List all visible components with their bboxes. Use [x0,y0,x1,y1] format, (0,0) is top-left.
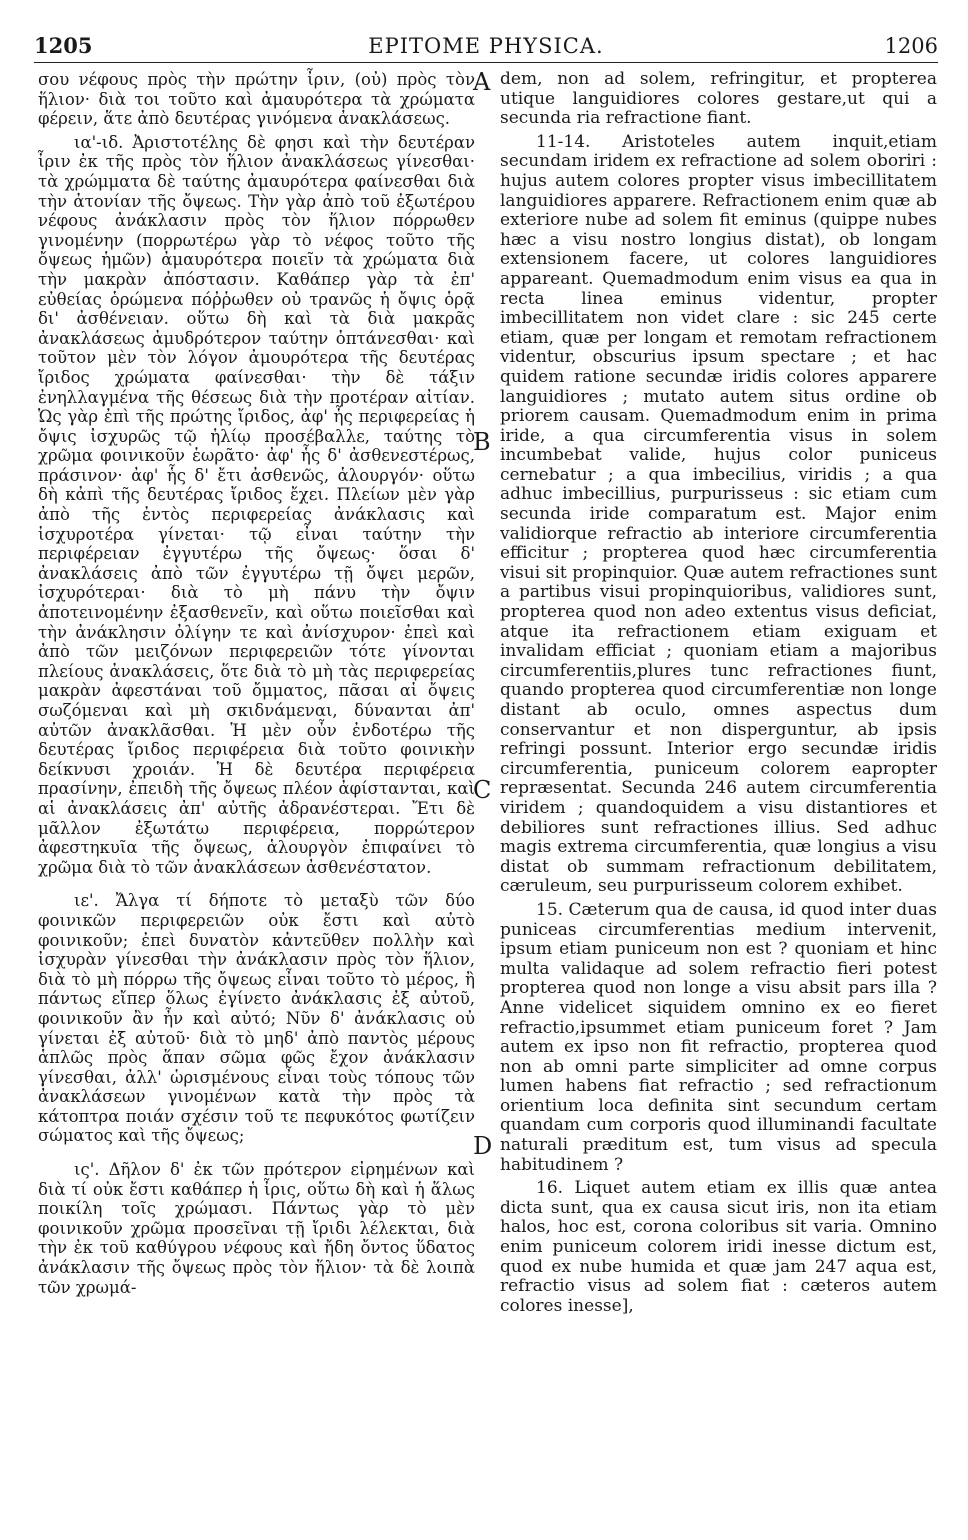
margin-marker-b: B [473,428,491,456]
latin-column [500,70,937,1316]
greek-paragraph-16: ις'. Δῆλον δ' ἐκ τῶν πρότερον εἰρημένων καὶ διὰ τί οὐκ ἔστι καθάπερ ἡ ἶρις, οὕτω δὴ καὶ ἡ ἅλως ποικίλη τοῖς χρώμασι. Πάντως γὰρ τὸ μὲν φοινικοῦν χρῶμα προσεῖναι τῇ ἴριδι λέλεκται, διὰ τὴν ἐκ τοῦ καθύγρου νέφους καὶ ἤδη ὄντος ὕδατος ἀνάκλασιν τῆς ὄψεως πρὸς τὸν ἥλιον· τὰ δὲ λοιπὰ τῶν χρωμά- [38,1160,475,1297]
latin-paragraph-16: 16. Liquet autem etiam ex illis quæ antea dicta sunt, qua ex causa sicut iris, non ita etiam halos, hoc est, corona coloribus sit varia. Omnino enim puniceum colorem iridi inesse dictum est, quod ex nube humida et quæ jam 247 aqua est, refractio visus ad solem fiat : cæteros autem colores inesse], [500,1178,937,1316]
page-number-right: 1206 [884,34,938,58]
greek-column [38,70,475,1297]
latin-paragraph-15: 15. Cæterum qua de causa, id quod inter duas puniceas circumferentias medium intervenit, ipsum etiam puniceum non est ? quoniam et hinc multa validaque ad solem refractio fieri potest propterea quod non longe a visu absit pars illa ? Anne videlicet siquidem omnino ex eo fieret refractio,ipsummet etiam puniceum foret ? Jam autem ex ipso non fit refractio, propterea quod non ab omni parte simpliciter ad omne corpus lumen habens fiat refractio ; sed refractionum orientium loca definita sint secundum certam quandam cum corporis quod illuminandi facultate naturali præditum est, tum visus ad specula habitudinem ? [500,899,937,1175]
margin-marker-d: D [473,1132,493,1160]
greek-paragraph-continuation: σου νέφους πρὸς τὴν πρώτην ἶριν, (οὐ) πρὸς τὸν ἥλιον· διὰ τοι τοῦτο καὶ ἀμαυρότερα τὰ χρώματα φέρειν, ἅτε ἀπὸ δευτέρας γινόμενα ἀνακλάσεως. [38,70,475,129]
greek-paragraph-15: ιε'. Ἄλγα τί δήποτε τὸ μεταξὺ τῶν δύο φοινικῶν περιφερειῶν οὐκ ἔστι καὶ αὐτὸ φοινικοῦν; ἐπεὶ δυνατὸν κἀντεῦθεν πολλὴν καὶ ἰσχυρὰν γίνεσθαι τὴν ἀνάκλασιν πρὸς τὸν ἥλιον, διὰ τὸ μὴ πόρρω τῆς ὄψεως εἶναι τοῦτο τὸ μέρος, ἢ πάντως εἴπερ ὅλως ἐγίνετο ἀνάκλασις ἐξ αὐτοῦ, φοινικοῦν ἂν ἦν καὶ αὐτό; Νῦν δ' ἀνάκλασις οὐ γίνεται ἐξ αὐτοῦ· διὰ τὸ μηδ' ἀπὸ παντὸς μέρους ἁπλῶς πρὸς ἅπαν σῶμα φῶς ἔχον ἀνάκλασιν γίνεσθαι, ἀλλ' ὡρισμένους εἶναι τοὺς τόπους τῶν ἀνακλάσεων γινομένων κατὰ τὴν πρὸς τὰ κάτοπτρα ποιάν σχέσιν τοῦ τε πεφυκότος φωτίζειν σώματος καὶ τῆς ὄψεως; [38,891,475,1146]
running-title: EPITOME PHYSICA. [368,34,604,58]
margin-marker-a: A [473,68,491,96]
margin-marker-c: C [473,776,492,804]
greek-paragraph-11-14: ια'-ιδ. Ἀριστοτέλης δὲ φησι καὶ τὴν δευτέραν ἶριν ἐκ τῆς πρὸς τὸν ἥλιον ἀνακλάσεως γίνεσθαι· τὰ χρώμματα δὲ ταύτης ἀμαυρότερα φαίνεσθαι διὰ τὴν ἀτονίαν τῆς ὄψεως. Τὴν γὰρ ἀπὸ τοῦ ἐξωτέρου νέφους ἀνάκλασιν πρὸς τὸν ἥλιον πόρρωθεν γινομένην (πορρωτέρω γὰρ τὸ νέφος τοῦτο τῆς ὄψεως ἡμῶν) ἀμαυρότερα ποιεῖν τὰ χρώματα διὰ τὴν μακρὰν ἀπόστασιν. Καθάπερ γὰρ τὰ ἐπ' εὐθείας ὁρώμενα πόῤῥωθεν οὐ τρανῶς ἡ ὄψις ὁρᾷ δι' ἀσθένειαν. οὕτω δὴ καὶ τὰ διὰ μακρᾶς ἀνακλάσεως ἀμυδρότερον ταύτην ὀπτάνεσθαι· καὶ τοῦτον μὲν τὸν λόγον ἀμουρότερα τῆς δευτέρας ἴριδος χρώματα φαίνεσθαι· τὴν δὲ τάξιν ἐνηλλαγμένα τῆς θέσεως διὰ τὴν προτέραν αἰτίαν. Ὡς γὰρ ἐπὶ τῆς πρώτης ἴριδος, ἀφ' ἧς περιφερείας ἡ ὄψις ἰσχυρῶς τῷ ἡλίῳ προσέβαλλε, ταύτης τὸ χρῶμα φοινικοῦν ἑωρᾶτο· ἀφ' ἧς δ' ἀσθενεστέρως, πράσινον· ἀφ' ἧς δ' ἔτι ἀσθενῶς, ἁλουργόν· οὕτω δὴ κἀπὶ τῆς δευτέρας ἴριδος ἔχει. Πλείων μὲν γὰρ ἀπὸ τῆς ἐντὸς περιφερείας ἀνάκλασις καὶ ἰσχυροτέρα γίνεται· τῷ εἶναι ταύτην τὴν περιφέρειαν ἐγγυτέρω τῆς ὄψεως· ὅσαι δ' ἀνακλάσεις ἀπὸ τῶν ἐγγυτέρω τῇ ὄψει μερῶν, ἰσχυρότεραι· διὰ τὸ μὴ πάνυ τὴν ὄψιν ἀποτεινομένην ἐξασθενεῖν, καὶ οὕτω ποιεῖσθαι καὶ τὴν ἀνάκλησιν ὀλίγην τε καὶ ἀνίσχυρον· ἐπεὶ καὶ ἀπὸ τῶν μειζόνων περιφερειῶν τότε γίνονται πλείους ἀνακλάσεις, ὅτε διὰ τὸ μὴ τὰς περιφερείας μακρὰν ἀφεστάναι τοῦ ὄμματος, πᾶσαι αἱ ὄψεις σωζόμεναι καὶ μὴ σκιδνάμεναι, δύνανται ἀπ' αὐτῶν ἀνακλᾶσθαι. Ἡ μὲν οὖν ἐνδοτέρω τῆς δευτέρας ἴριδος περιφέρεια διὰ τοῦτο φοινικὴν δείκνυσι χροιάν. Ἡ δὲ δευτέρα περιφέρεια πρασίνην, ἐπειδὴ τῆς ὄψεως πλέον ἀφίστανται, καὶ αἱ ἀνακλάσεις ἀπ' αὐτῆς ἀδρανέστεραι. Ἔτι δὲ μᾶλλον ἐξωτάτω περιφέρεια, πορρώτερον ἀφεστηκυῖα τῆς ὄψεως, ἁλουργὸν ἐπιφαίνει τὸ χρῶμα διὰ τὸ τῶν ἀνακλάσεων ἀσθενέστατον. [38,132,475,877]
running-header [34,30,938,63]
latin-paragraph-11-14: 11-14. Aristoteles autem inquit,etiam secundam iridem ex refractione ad solem oboriri : hujus autem colores propter visus imbecillitatem languidiores apparere. Refractionem enim quæ ab exteriore nube ad solem fit eminus (quippe nubes hæc a visu nostro longius distat), ob longam extensionem facere, ut colores languidiores appareant. Quemadmodum enim visus ea qua in recta linea eminus videntur, propter imbecillitatem non videt clare : sic 245 certe etiam, quæ per longam et remotam refractionem videntur, obscurius ipsum spectare ; et hac quidem ratione secundæ iridis colores apparere languidiores ; mutato autem situs ordine ob priorem causam. Quemadmodum enim in prima iride, a qua circumferentia visus in solem incumbebat valide, hujus color puniceus cernebatur ; a qua imbecilius, viridis ; a qua adhuc imbecillius, purpurisseus : sic etiam cum secunda iride comparatum est. Major enim validiorque refractio ab interiore circumferentia efficitur ; propterea quod hæc circumferentia visui sit propinquior. Quæ autem refractiones sunt a partibus visui propinquioribus, validiores sunt, propterea quod non adeo extentus visus deficiat, atque ita refractionem etiam exiguam et invalidam efficiat ; quoniam etiam a majoribus circumferentiis,plures tunc refractiones fiunt, quando propterea quod circumferentiæ non longe distant ab oculo, omnes aspectus dum conservantur et non disperguntur, ab ipsis refringi possunt. Interior ergo secundæ iridis circumferentia, puniceum colorem eapropter repræsentat. Secunda 246 autem circumferentia viridem ; quandoquidem a visu distantiores et debiliores sunt refractiones illius. Sed adhuc magis extrema circumferentia, quæ longius a visu distat ob summam refractionum debilitatem, cæruleum, seu purpurisseum colorem exhibet. [500,131,937,897]
page-number-left: 1205 [34,33,93,58]
latin-paragraph-continuation: dem, non ad solem, refringitur, et propterea utique languidiores colores gestare,ut qui a secunda ria refractione fiant. [500,69,937,129]
